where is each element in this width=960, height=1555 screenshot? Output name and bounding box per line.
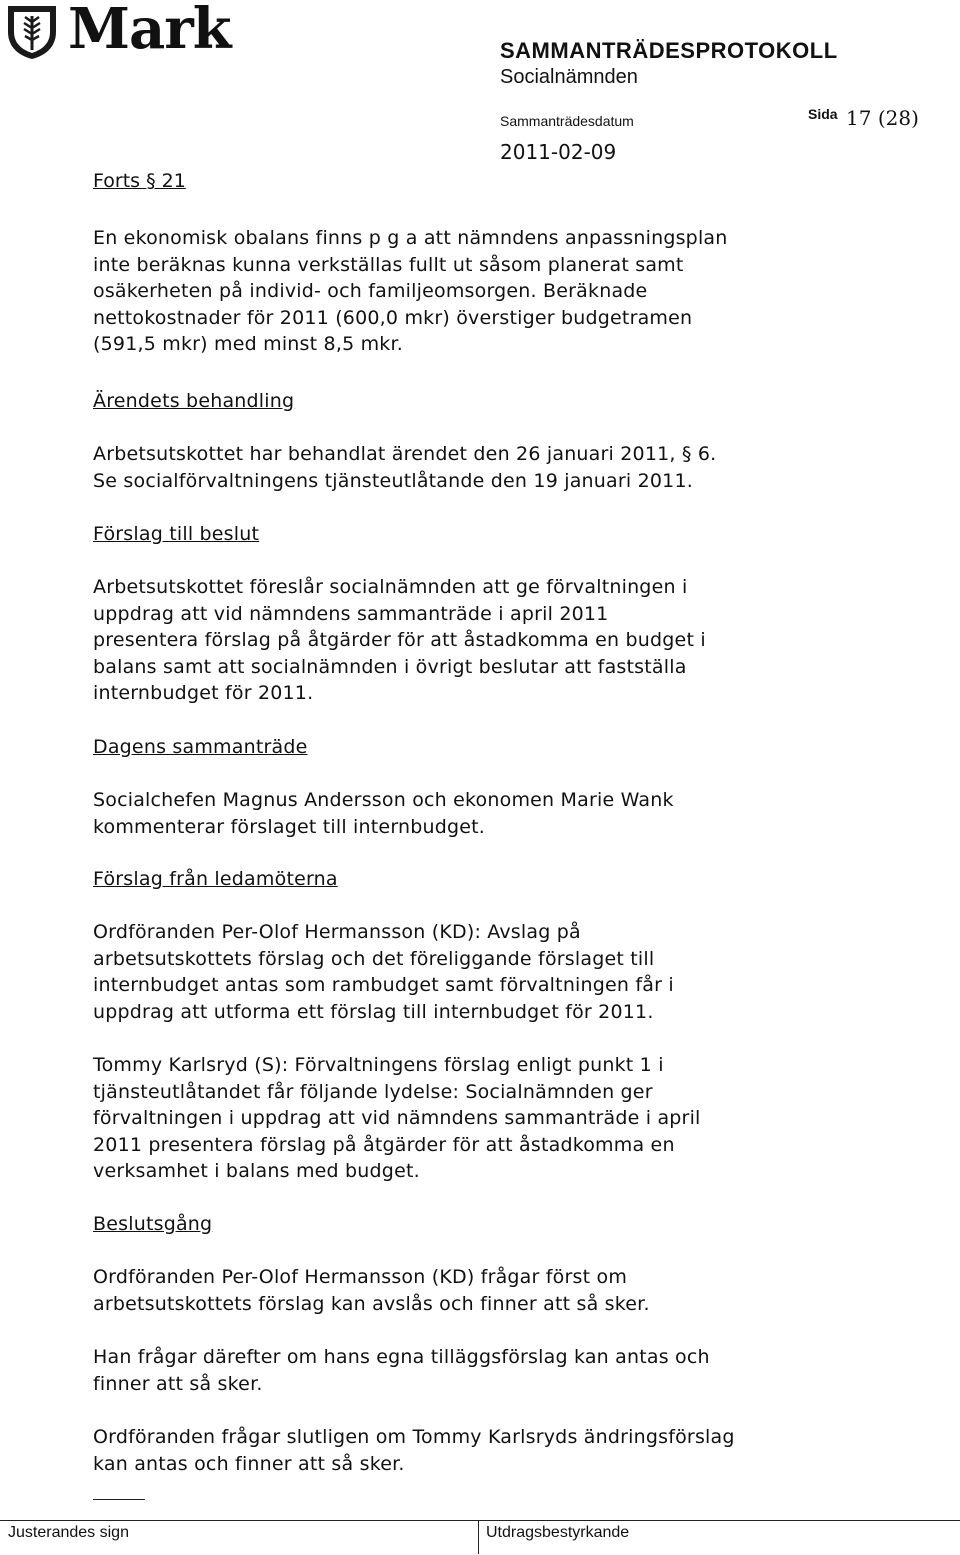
text-line: Ordföranden Per-Olof Hermansson (KD): Avslag på xyxy=(93,921,581,943)
text-line: En ekonomisk obalans finns p g a att nämndens anpassningsplan xyxy=(93,227,728,249)
meeting-date: 2011-02-09 xyxy=(500,140,617,164)
text-line: verksamhet i balans med budget. xyxy=(93,1160,420,1183)
text-line: (591,5 mkr) med minst 8,5 mkr. xyxy=(93,333,404,356)
text-line: Ordföranden frågar slutligen om Tommy Karlsryds ändringsförslag xyxy=(93,1426,735,1448)
heading-forslag-fran-ledamoterna: Förslag från ledamöterna xyxy=(93,868,338,890)
text-line: kommenterar förslaget till internbudget. xyxy=(93,815,486,838)
heading-arendets-behandling: Ärendets behandling xyxy=(93,390,295,412)
heading-forslag-till-beslut: Förslag till beslut xyxy=(93,523,260,545)
footer-column-divider xyxy=(478,1520,479,1554)
document-type: SAMMANTRÄDESPROTOKOLL xyxy=(500,38,838,63)
logo-wordmark: Mark xyxy=(68,0,231,62)
paragraph-ordforande-forslag xyxy=(93,919,853,1025)
text-line: internbudget antas som rambudget samt förvaltningen får i xyxy=(93,974,674,997)
text-line: förvaltningen i uppdrag att vid nämndens sammanträde i april xyxy=(93,1107,701,1130)
municipality-logo xyxy=(4,2,254,62)
meeting-date-label: Sammanträdesdatum xyxy=(500,113,634,129)
text-line: tjänsteutlåtandet får följande lydelse: Socialnämnden ger xyxy=(93,1080,653,1103)
text-line: presentera förslag på åtgärder för att åstadkomma en budget i xyxy=(93,629,706,652)
footer-divider xyxy=(0,1520,960,1521)
paragraph-behandling xyxy=(93,441,853,494)
paragraph-beslutsgang-3 xyxy=(93,1424,853,1477)
paragraph-dagens xyxy=(93,787,853,840)
page-current: 17 xyxy=(846,106,872,130)
paragraph-obalans xyxy=(93,225,853,358)
page-number xyxy=(846,106,919,130)
text-line: Socialchefen Magnus Andersson och ekonomen Marie Wank xyxy=(93,789,674,811)
heading-dagens-sammantrade: Dagens sammanträde xyxy=(93,736,308,758)
footer-utdragsbestyrkande: Utdragsbestyrkande xyxy=(486,1524,630,1541)
text-line: internbudget för 2011. xyxy=(93,682,314,705)
page-label: Sida xyxy=(808,106,838,122)
text-line: Han frågar därefter om hans egna tilläggsförslag kan antas och xyxy=(93,1346,710,1368)
text-line: kan antas och finner att så sker. xyxy=(93,1452,405,1475)
text-line: arbetsutskottets förslag kan avslås och finner att så sker. xyxy=(93,1292,650,1315)
end-rule xyxy=(93,1499,145,1500)
paragraph-karlsryd-forslag xyxy=(93,1052,853,1185)
text-line: 2011 presentera förslag på åtgärder för att åstadkomma en xyxy=(93,1133,675,1156)
text-line: osäkerheten på individ- och familjeomsorgen. Beräknade xyxy=(93,280,648,303)
section-continuation: Forts § 21 xyxy=(93,170,186,192)
text-line: balans samt att socialnämnden i övrigt beslutar att fastställa xyxy=(93,655,687,678)
text-line: arbetsutskottets förslag och det föreliggande förslaget till xyxy=(93,947,655,970)
paragraph-beslutsgang-1 xyxy=(93,1264,853,1317)
footer-justerandes-sign: Justerandes sign xyxy=(8,1524,129,1541)
text-line: finner att så sker. xyxy=(93,1372,263,1395)
text-line: Arbetsutskottet föreslår socialnämnden att ge förvaltningen i xyxy=(93,576,688,598)
text-line: Ordföranden Per-Olof Hermansson (KD) frågar först om xyxy=(93,1266,628,1288)
text-line: nettokostnader för 2011 (600,0 mkr) överstiger budgetramen xyxy=(93,306,693,329)
text-line: inte beräknas kunna verkställas fullt ut såsom planerat samt xyxy=(93,253,684,276)
text-line: uppdrag att utforma ett förslag till internbudget för 2011. xyxy=(93,1000,654,1023)
paragraph-beslutsgang-2 xyxy=(93,1344,853,1397)
text-line: uppdrag att vid nämndens sammanträde i april 2011 xyxy=(93,602,609,625)
page-total: (28) xyxy=(877,106,919,130)
text-line: Se socialförvaltningens tjänsteutlåtande den 19 januari 2011. xyxy=(93,469,694,492)
committee-name: Socialnämnden xyxy=(500,66,638,88)
paragraph-forslag xyxy=(93,574,853,707)
text-line: Arbetsutskottet har behandlat ärendet den 26 januari 2011, § 6. xyxy=(93,443,717,465)
text-line: Tommy Karlsryd (S): Förvaltningens förslag enligt punkt 1 i xyxy=(93,1054,664,1076)
heading-beslutsgang: Beslutsgång xyxy=(93,1213,213,1235)
coat-of-arms-icon xyxy=(4,2,60,60)
